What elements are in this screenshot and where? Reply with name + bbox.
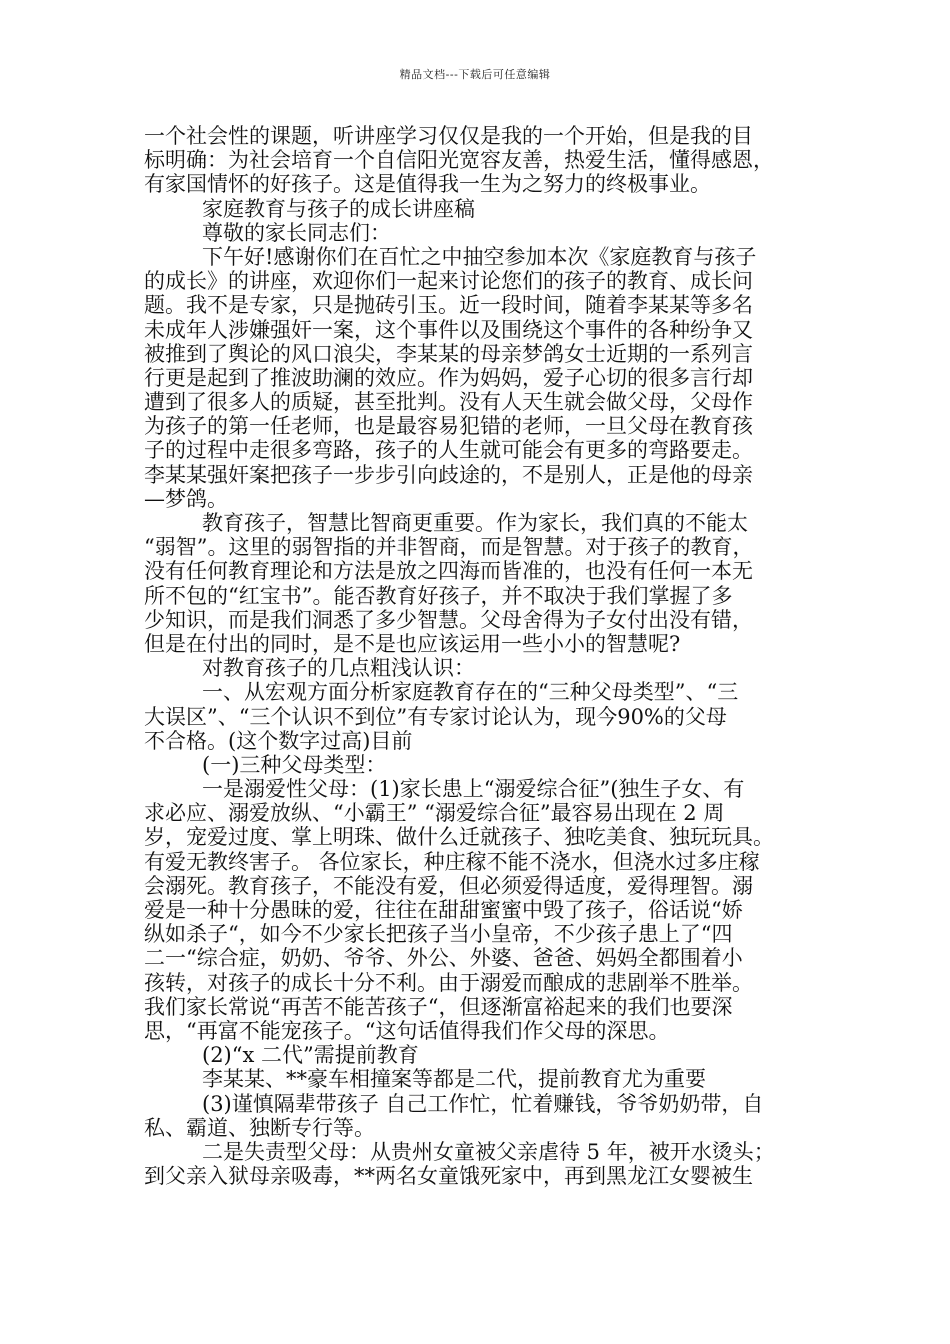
- text-line: 标明确：为社会培育一个自信阳光宽容友善，热爱生活，懂得感恩，: [144, 148, 774, 173]
- text-line: 孩转，对孩子的成长十分不利。由于溺爱而酿成的悲剧举不胜举。: [144, 970, 753, 995]
- text-line: 没有任何教育理论和方法是放之四海而皆准的，也没有任何一本无: [144, 559, 753, 584]
- text-line: 教育孩子，智慧比智商更重要。作为家长，我们真的不能太: [202, 511, 748, 535]
- text-line: 到父亲入狱母亲吸毒，**两名女童饿死家中，再到黑龙江女婴被生: [144, 1164, 753, 1189]
- text-line: 行更是起到了推波助澜的效应。作为妈妈，爱子心切的很多言行却: [144, 365, 753, 390]
- text-line: (一)三种父母类型：: [202, 752, 387, 777]
- text-line: 对教育孩子的几点粗浅认识：: [202, 656, 475, 681]
- text-line: —梦鸽。: [144, 486, 228, 511]
- text-line: 尊敬的家长同志们：: [202, 220, 391, 245]
- text-line: 爱是一种十分愚昧的爱，往往在甜甜蜜蜜中毁了孩子，俗话说“娇: [144, 898, 743, 922]
- text-line: “弱智”。这里的弱智指的并非智商，而是智慧。对于孩子的教育，: [144, 535, 754, 560]
- text-line: 二是失责型父母：从贵州女童被父亲虐待 5 年，被开水烫头；: [202, 1139, 775, 1164]
- text-line: 但是在付出的同时，是不是也应该运用一些小小的智慧呢?: [144, 631, 681, 656]
- text-line: (2)“x 二代”需提前教育: [202, 1043, 419, 1068]
- text-line: 有家国情怀的好孩子。这是值得我一生为之努力的终极事业。: [144, 172, 711, 197]
- text-line: 的成长》的讲座，欢迎你们一起来讨论您们的孩子的教育、成长问: [144, 269, 753, 294]
- text-line: 所不包的“红宝书”。能否教育好孩子，并不取决于我们掌握了多: [144, 583, 733, 608]
- text-line: 一是溺爱性父母：(1)家长患上“溺爱综合征”(独生子女、有: [202, 777, 745, 802]
- text-line: 下午好!感谢你们在百忙之中抽空参加本次《家庭教育与孩子: [202, 244, 757, 269]
- text-line: 有爱无教终害子。 各位家长，种庄稼不能不浇水，但浇水过多庄稼: [144, 849, 760, 874]
- text-line: 被推到了舆论的风口浪尖，李某某的母亲梦鸽女士近期的一系列言: [144, 341, 753, 366]
- text-line: 未成年人涉嫌强奸一案，这个事件以及围绕这个事件的各种纷争又: [144, 317, 753, 342]
- text-line: 求必应、溺爱放纵、“小霸王” “溺爱综合征”最容易出现在 2 周: [144, 801, 725, 826]
- text-line: 家庭教育与孩子的成长讲座稿: [202, 196, 475, 221]
- text-line: 不合格。(这个数字过高)目前: [144, 728, 413, 753]
- text-line: 一个社会性的课题，听讲座学习仅仅是我的一个开始，但是我的目: [144, 124, 753, 148]
- text-line: 思，“再富不能宠孩子。“这句话值得我们作父母的深思。: [144, 1018, 670, 1043]
- text-line: 纵如杀子“，如今不少家长把孩子当小皇帝，不少孩子患上了“四: [144, 922, 733, 947]
- page-header: 精品文档---下载后可任意编辑: [399, 68, 551, 81]
- text-line: 我们家长常说“再苦不能苦孩子“，但逐渐富裕起来的我们也要深: [144, 994, 733, 1019]
- text-line: 一、从宏观方面分析家庭教育存在的“三种父母类型”、“三: [202, 680, 739, 705]
- text-line: 大误区”、“三个认识不到位”有专家讨论认为，现今90%的父母: [144, 704, 727, 729]
- document-body: [144, 124, 810, 1188]
- text-line: 为孩子的第一任老师，也是最容易犯错的老师，一旦父母在教育孩: [144, 414, 753, 439]
- text-line: 题。我不是专家，只是抛砖引玉。近一段时间，随着李某某等多名: [144, 293, 753, 318]
- text-line: 岁，宠爱过度、掌上明珠、做什么迁就孩子、独吃美食、独玩玩具。: [144, 825, 774, 850]
- text-line: 李某某、**豪车相撞案等都是二代，提前教育尤为重要: [202, 1067, 706, 1092]
- text-line: 李某某强奸案把孩子一步步引向歧途的，不是别人，正是他的母亲: [144, 462, 753, 487]
- text-line: 遭到了很多人的质疑，甚至批判。没有人天生就会做父母，父母作: [144, 390, 753, 415]
- text-line: (3)谨慎隔辈带孩子 自己工作忙，忙着赚钱，爷爷奶奶带，自: [202, 1091, 764, 1116]
- text-line: 少知识，而是我们洞悉了多少智慧。父母舍得为子女付出没有错，: [144, 607, 753, 632]
- text-line: 私、霸道、独断专行等。: [144, 1115, 375, 1140]
- text-line: 子的过程中走很多弯路，孩子的人生就可能会有更多的弯路要走。: [144, 438, 753, 463]
- text-line: 会溺死。教育孩子，不能没有爱，但必须爱得适度，爱得理智。溺: [144, 873, 753, 898]
- text-line: 二一“综合症，奶奶、爷爷、外公、外婆、爸爸、妈妈全都围着小: [144, 946, 743, 971]
